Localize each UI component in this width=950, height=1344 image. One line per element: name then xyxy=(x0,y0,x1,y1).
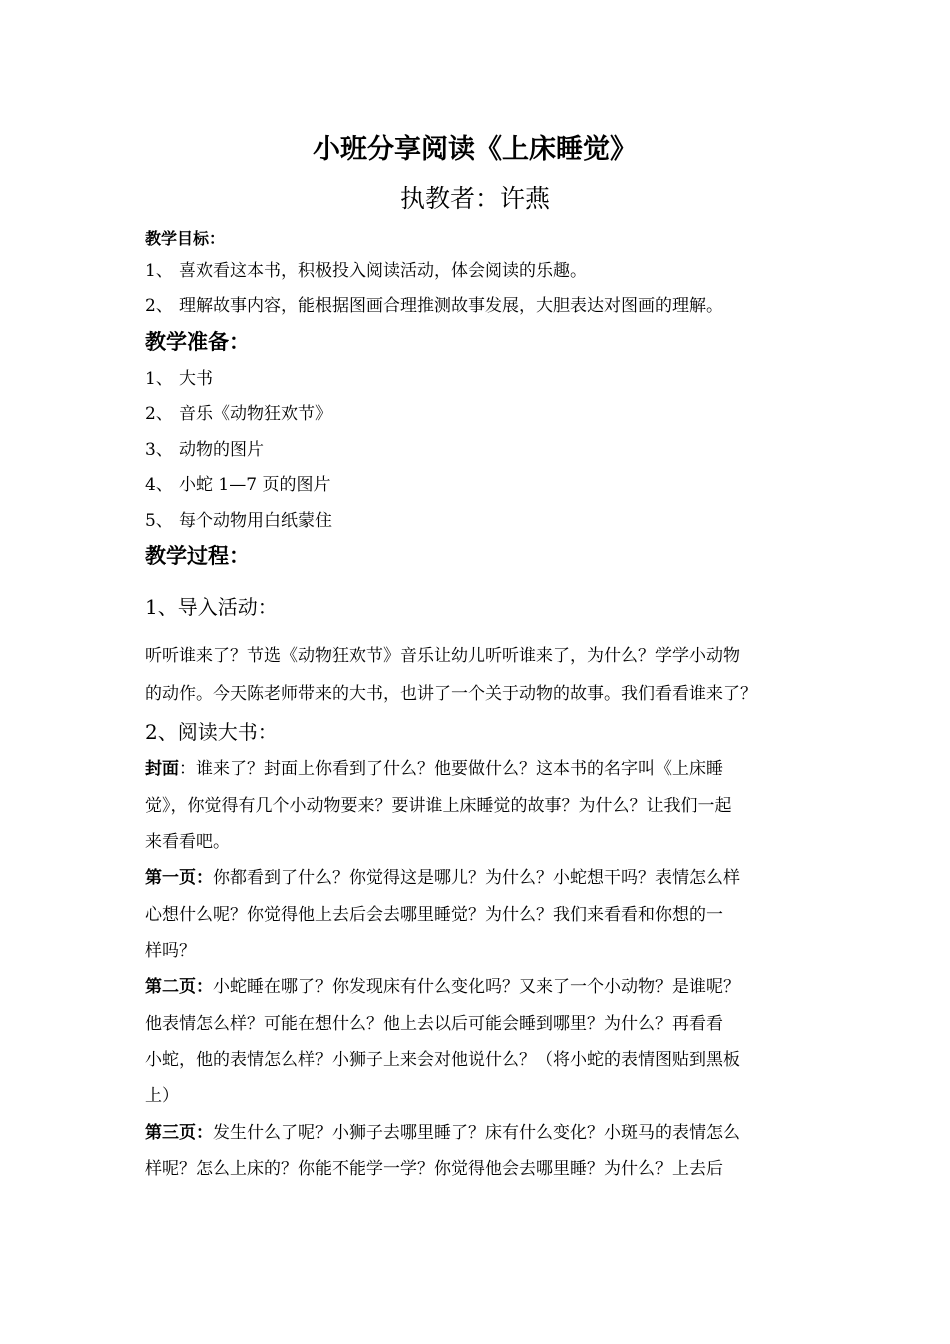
page2-text-line: 上） xyxy=(145,1086,179,1106)
page1-text-line: 心想什么呢？你觉得他上去后会去哪里睡觉？为什么？我们来看看和你想的一 xyxy=(145,905,723,925)
step2-heading: 2、阅读大书： xyxy=(145,720,278,744)
prep-text: 大书 xyxy=(179,369,213,389)
document-title: 小班分享阅读《上床睡觉》 xyxy=(313,134,637,165)
page2-text-line: 他表情怎么样？可能在想什么？他上去以后可能会睡到哪里？为什么？再看看 xyxy=(145,1014,723,1034)
page1-text: 你都看到了什么？你觉得这是哪儿？为什么？小蛇想干吗？表情怎么样 xyxy=(213,868,740,888)
goal-text: 喜欢看这本书，积极投入阅读活动，体会阅读的乐趣。 xyxy=(179,261,587,281)
step1-text-line: 听听谁来了？节选《动物狂欢节》音乐让幼儿听听谁来了，为什么？学学小动物 xyxy=(145,646,740,666)
prep-heading: 教学准备： xyxy=(145,330,250,354)
cover-text-line: 觉》，你觉得有几个小动物要来？要讲谁上床睡觉的故事？为什么？让我们一起 xyxy=(145,796,732,816)
cover-paragraph-line xyxy=(145,756,723,782)
prep-number: 5、 xyxy=(145,511,173,531)
prep-number: 2、 xyxy=(145,404,173,424)
prep-item xyxy=(145,508,332,534)
prep-text: 音乐《动物狂欢节》 xyxy=(179,404,332,424)
goals-heading: 教学目标： xyxy=(145,229,226,248)
cover-lead: 封面 xyxy=(145,759,179,779)
prep-item xyxy=(145,401,332,427)
prep-text: 动物的图片 xyxy=(179,440,264,460)
page3-paragraph-line xyxy=(145,1120,740,1146)
goal-text: 理解故事内容，能根据图画合理推测故事发展，大胆表达对图画的理解。 xyxy=(179,296,723,316)
page3-text: 发生什么了呢？小狮子去哪里睡了？床有什么变化？小斑马的表情怎么 xyxy=(213,1123,740,1143)
prep-number: 4、 xyxy=(145,475,173,495)
goal-number: 2、 xyxy=(145,296,173,316)
goal-item xyxy=(145,293,723,319)
prep-item xyxy=(145,437,264,463)
page1-text-line: 样吗？ xyxy=(145,941,196,961)
cover-text: ：谁来了？封面上你看到了什么？他要做什么？这本书的名字叫《上床睡 xyxy=(179,759,723,779)
goal-number: 1、 xyxy=(145,261,173,281)
step1-heading: 1、导入活动： xyxy=(145,595,278,619)
page1-lead: 第一页： xyxy=(145,868,213,888)
page3-lead: 第三页： xyxy=(145,1123,213,1143)
cover-text-line: 来看看吧。 xyxy=(145,832,230,852)
prep-item xyxy=(145,472,330,498)
teacher-line: 执教者：许燕 xyxy=(399,184,550,213)
page2-paragraph-line xyxy=(145,974,740,1000)
prep-number: 1、 xyxy=(145,369,173,389)
process-heading: 教学过程： xyxy=(145,544,250,568)
page2-text: 小蛇睡在哪了？你发现床有什么变化吗？又来了一个小动物？是谁呢？ xyxy=(213,977,740,997)
page2-lead: 第二页： xyxy=(145,977,213,997)
prep-item xyxy=(145,366,213,392)
page2-text-line: 小蛇，他的表情怎么样？小狮子上来会对他说什么？（将小蛇的表情图贴到黑板 xyxy=(145,1050,740,1070)
goal-item xyxy=(145,258,587,284)
page3-text-line: 样呢？怎么上床的？你能不能学一学？你觉得他会去哪里睡？为什么？上去后 xyxy=(145,1159,723,1179)
prep-number: 3、 xyxy=(145,440,173,460)
page1-paragraph-line xyxy=(145,865,740,891)
prep-text: 每个动物用白纸蒙住 xyxy=(179,511,332,531)
prep-text: 小蛇 1—7 页的图片 xyxy=(179,475,331,495)
step1-text-line: 的动作。今天陈老师带来的大书，也讲了一个关于动物的故事。我们看看谁来了？ xyxy=(145,684,757,704)
